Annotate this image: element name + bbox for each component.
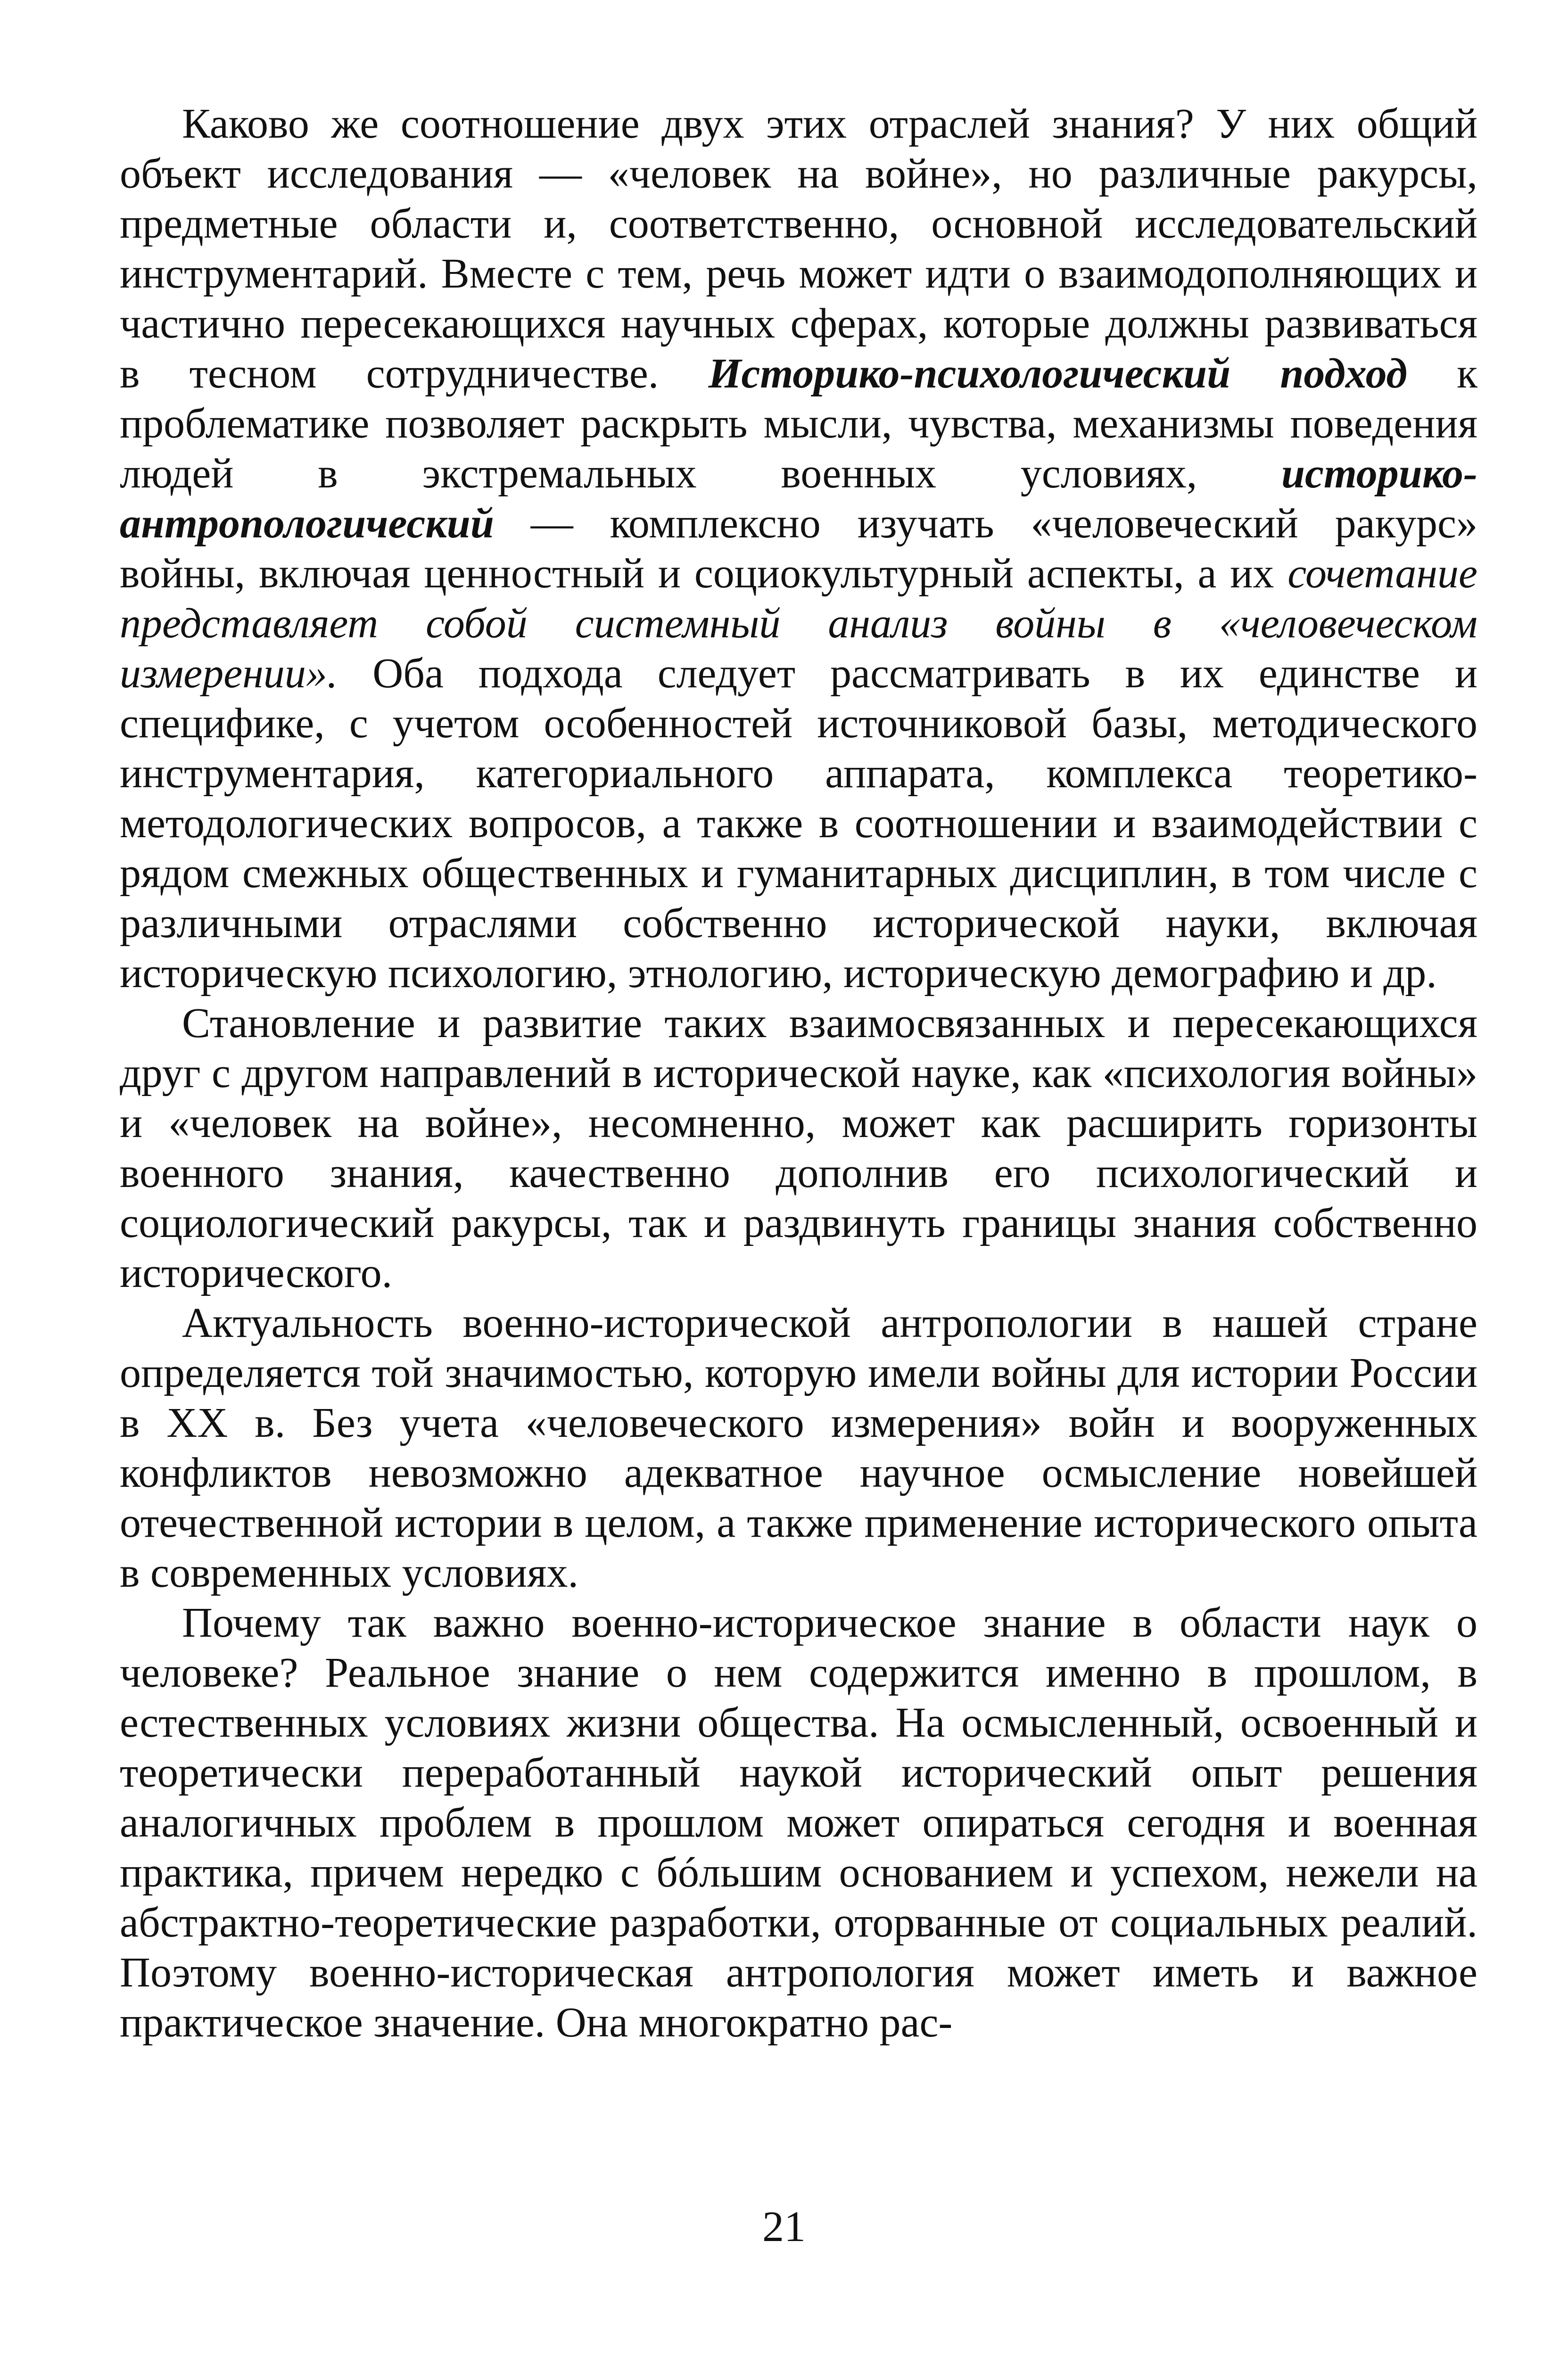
page-number: 21 — [762, 2202, 806, 2250]
italic-systemic-analysis-phrase: сочетание представляет собой системный анализ войны в «человеческом измерении». — [120, 550, 1477, 697]
paragraph-3: Актуальность военно-исторической антропологии в нашей стране определяется той значимостью, которую имели войны для истории России в XX в. Без учета «человеческого измерения» войн и вооруженных конфликтов невозможно адекватное научное осмысление новейшей отечественной истории в целом, а также применение исторического опыта в современных условиях. — [120, 1300, 1477, 1596]
paragraph-1-text-a: Каково же соотношение двух этих отраслей знания? У них общий объект исследования — «человек на войне», но различные ракурсы, предметные области и, соответственно, основной исследовательский инструментарий. Вместе с тем, речь может идти о взаимодополняющих и частично пересекающихся научных сферах, которые должны развиваться в тесном сотрудничестве. — [120, 100, 1477, 397]
paragraph-1-text-d: Оба подхода следует рассматривать в их единстве и специфике, с учетом особенностей источниковой базы, методического инструментария, категориального аппарата, комплекса теоретико-методологических вопросов, а также в соотношении и взаимодействии с рядом смежных общественных и гуманитарных дисциплин, в том числе с различными отраслями собственно исторической науки, включая историческую психологию, этнологию, историческую демографию и др. — [120, 650, 1477, 997]
paragraph-2: Становление и развитие таких взаимосвязанных и пересекающихся друг с другом направлений в исторической науке, как «психология войны» и «человек на войне», несомненно, может как расширить горизонты военного знания, качественно дополнив его психологический и социологический ракурсы, так и раздвинуть границы знания собственно исторического. — [120, 1000, 1477, 1296]
term-historical-psychological-approach: Историко-психологический подход — [708, 350, 1408, 397]
body-text — [120, 99, 1477, 2048]
term-historical-anthropological: историко-антропологический — [120, 450, 1477, 547]
paragraph-1 — [120, 99, 1477, 998]
paragraph-4: Почему так важно военно-историческое знание в области наук о человеке? Реальное знание о нем содержится именно в прошлом, в естественных условиях жизни общества. На осмысленный, освоенный и теоретически переработанный наукой исторический опыт решения аналогичных проблем в прошлом может опираться сегодня и военная практика, причем нередко с бóльшим основанием и успехом, нежели на абстрактно-теоретические разработки, оторванные от социальных реалий. Поэтому военно-историческая антропология может иметь и важное практическое значение. Она многократно рас- — [120, 1599, 1477, 2046]
paragraph-1-text-b: к проблематике позволяет раскрыть мысли, чувства, механизмы поведения людей в экстремальных военных условиях, — [120, 350, 1477, 497]
paragraph-1-text-c: — комплексно изучать «человеческий ракурс» войны, включая ценностный и социокультурный аспекты, а их — [120, 500, 1477, 597]
